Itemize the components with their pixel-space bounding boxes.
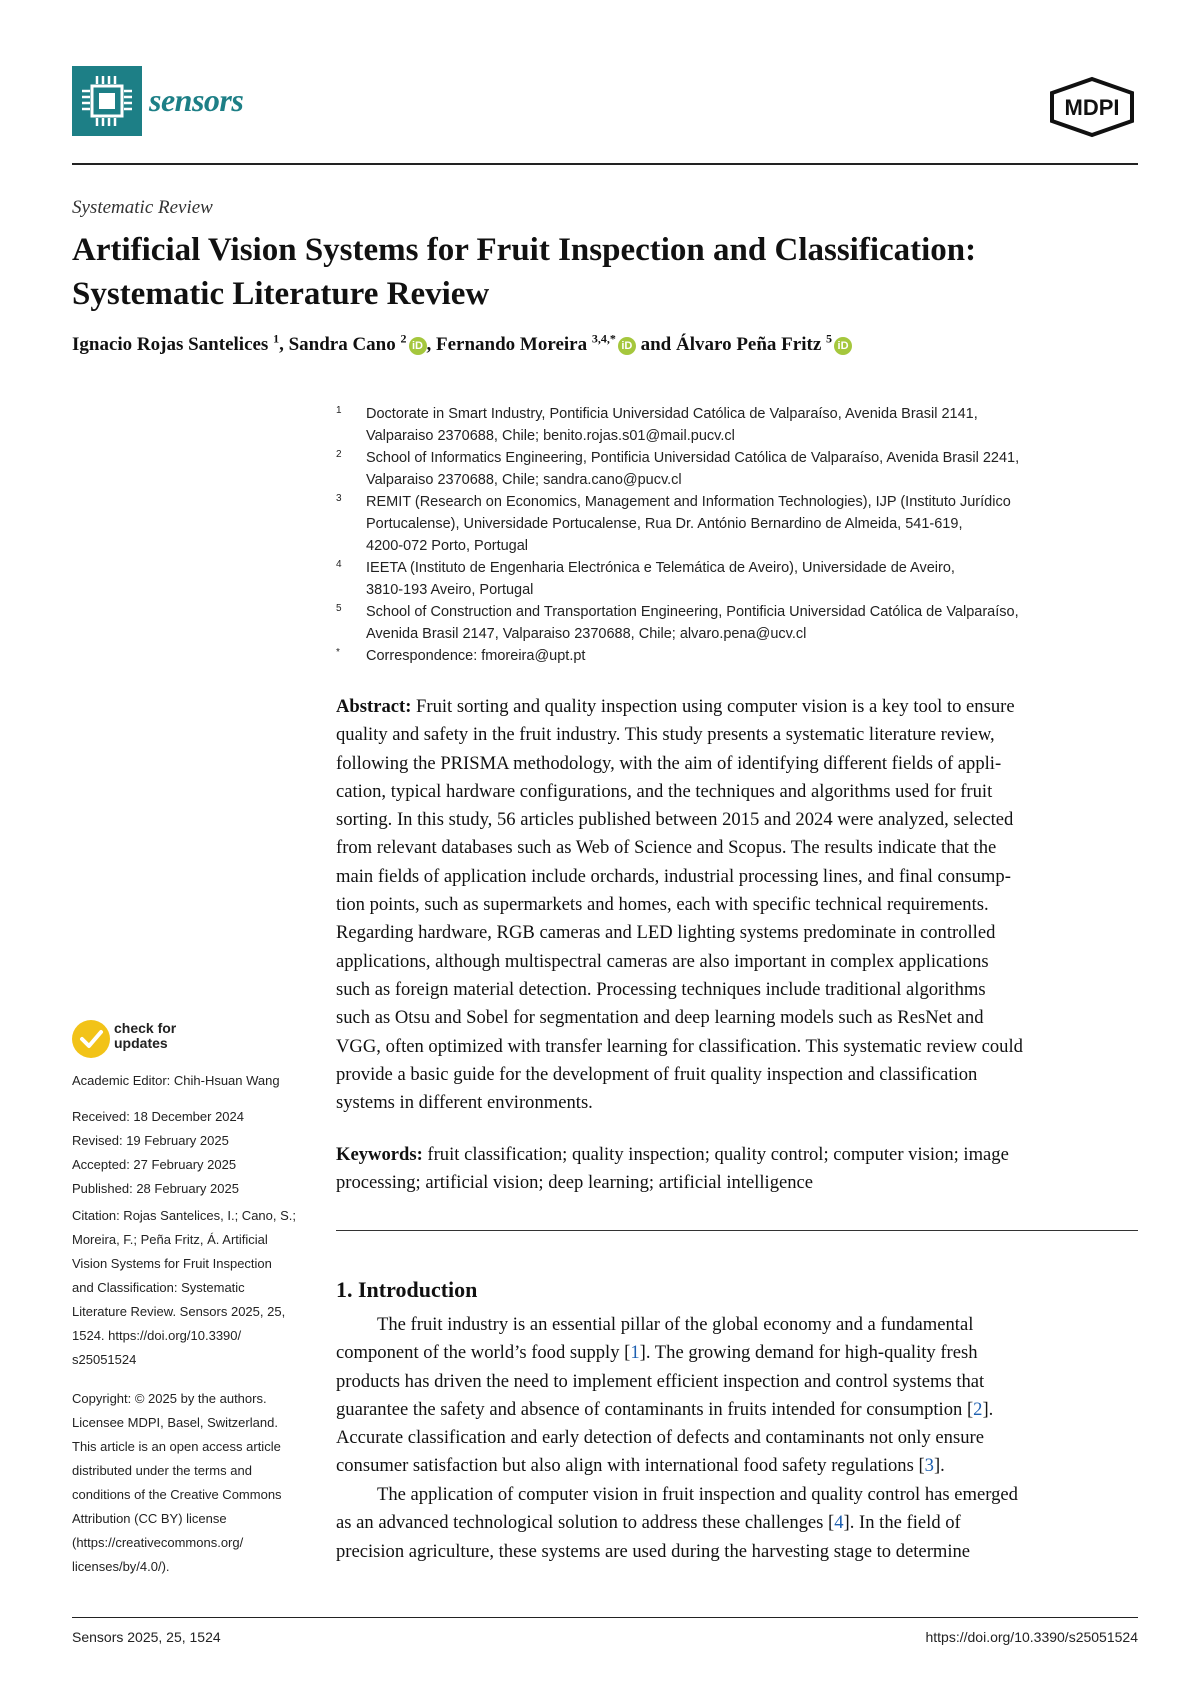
copyright-line: conditions of the Creative Commons [72,1487,282,1502]
license-link[interactable]: (https://creativecommons.org/ [72,1535,244,1550]
text: ]. The growing demand for high-quality fresh [639,1342,978,1364]
footer-doi-link[interactable]: https://doi.org/10.3390/s25051524 [925,1629,1138,1645]
check-for-updates-button[interactable] [72,1020,192,1060]
affiliation-line: REMIT (Research on Economics, Management and Information Technologies), IJP (Instituto Jurídico [366,494,1011,510]
paragraph-line [336,1452,1146,1480]
date-revised: Revised: 19 February 2025 [72,1133,229,1148]
paragraph-line: The application of computer vision in fruit inspection and quality control has emerged [377,1484,1018,1505]
paragraph-line [336,1339,1146,1367]
affiliation-item [336,557,1146,601]
orcid-icon[interactable]: iD [618,337,636,355]
academic-editor: Academic Editor: Chih-Hsuan Wang [72,1073,280,1088]
paragraph-line: Accurate classification and early detection of defects and contaminants not only ensure [336,1427,984,1449]
affiliation-item [336,403,1146,447]
copyright-line: distributed under the terms and [72,1463,252,1478]
paragraph-line: The fruit industry is an essential pillar of the global economy and a fundamental [377,1314,974,1335]
author-name[interactable]: Sandra Cano [288,334,396,355]
affiliation-number: 5 [336,603,342,614]
keywords-label: Keywords: [336,1144,423,1165]
abstract-line: such as Otsu and Sobel for segmentation and deep learning models such as ResNet and [336,1007,984,1029]
paragraph-line [336,1509,1146,1537]
affiliation-number: * [336,647,340,658]
affiliation-number: 3 [336,493,342,504]
section-divider [336,1230,1138,1231]
copyright-line: Attribution (CC BY) license [72,1511,227,1526]
keywords-line [336,1141,1146,1169]
citation-block [72,1204,296,1372]
top-divider [72,163,1138,165]
copyright-line: Licensee MDPI, Basel, Switzerland. [72,1415,278,1430]
orcid-icon[interactable]: iD [409,337,427,355]
affiliation-item [336,645,1146,667]
abstract-line: sorting. In this study, 56 articles published between 2015 and 2024 were analyzed, selected [336,809,1014,831]
abstract-line: quality and safety in the fruit industry. This study presents a systematic literature review, [336,724,995,746]
affiliation-line: IEETA (Instituto de Engenharia Electrónica e Telemática de Aveiro), Universidade de Aveiro, [366,560,955,576]
correspondence-line: Correspondence: fmoreira@upt.pt [366,648,586,664]
keywords [336,1141,1146,1198]
author-affiliation-mark: 3,4,* [591,331,616,346]
affiliation-line: School of Informatics Engineering, Pontificia Universidad Católica de Valparaíso, Avenida Brasil 2241, [366,450,1020,466]
check-label-line: check for [114,1020,177,1036]
citation-line: and Classification: Systematic [72,1280,245,1295]
license-link[interactable]: licenses/by/4.0/). [72,1559,170,1574]
abstract-line [336,693,1146,721]
affiliation-line: 4200-072 Porto, Portugal [366,538,529,554]
abstract-line: cation, typical hardware configurations, and the techniques and algorithms used for fruit [336,780,993,802]
author-separator: and [635,334,676,355]
date-accepted: Accepted: 27 February 2025 [72,1157,237,1172]
affiliation-number: 1 [336,405,342,416]
abstract-line: main fields of application include orchards, industrial processing lines, and final consump- [336,865,1011,887]
text: consumer satisfaction but also align with international food safety regulations [ [336,1455,925,1477]
paragraph-line [336,1396,1146,1424]
text: ]. [982,1398,994,1420]
affiliation-line: Portucalense), Universidade Portucalense, Rua Dr. António Bernardino de Almeida, 541-619, [366,516,963,532]
footer-divider [72,1617,1138,1618]
title-line: Artificial Vision Systems for Fruit Inspection and Classification: [72,232,977,268]
affiliation-line: School of Construction and Transportation Engineering, Pontificia Universidad Católica de Valparaíso, [366,604,1019,620]
abstract-label: Abstract: [336,696,412,717]
abstract-line: systems in different environments. [336,1092,593,1114]
affiliation-line: Doctorate in Smart Industry, Pontificia Universidad Católica de Valparaíso, Avenida Brasil 2141, [366,406,978,422]
citation-line: Moreira, F.; Peña Fritz, Á. Artificial [72,1232,268,1247]
text: ]. [933,1455,945,1477]
copyright-line: Copyright: © 2025 by the authors. [72,1391,267,1406]
author-affiliation-mark: 1 [273,331,280,346]
author-name[interactable]: Fernando Moreira [436,334,588,355]
citation-line: Literature Review. Sensors 2025, 25, [72,1304,286,1319]
affiliation-number: 4 [336,559,342,570]
citation-link[interactable]: 1 [630,1342,640,1364]
journal-name: sensors [149,82,244,118]
text: ]. In the field of [843,1512,961,1534]
citation-doi-link[interactable]: 1524. https://doi.org/10.3390/ [72,1328,242,1343]
keywords-line: processing; artificial vision; deep learning; artificial intelligence [336,1172,814,1194]
journal-logo-icon [72,66,142,136]
abstract [336,693,1146,1117]
affiliations [336,403,1146,667]
citation-link[interactable]: 2 [973,1398,983,1420]
citation-link[interactable]: 3 [924,1455,934,1477]
author-separator: , [279,334,289,355]
citation-line: Vision Systems for Fruit Inspection [72,1256,272,1271]
affiliation-line: Valparaiso 2370688, Chile; benito.rojas.s01@mail.pucv.cl [366,428,735,444]
affiliation-item [336,491,1146,557]
abstract-line: provide a basic guide for the development of fruit quality inspection and classification [336,1063,978,1085]
affiliation-line: 3810-193 Aveiro, Portugal [366,582,534,598]
abstract-line: VGG, often optimized with transfer learning for classification. This systematic review could [336,1035,1023,1057]
publisher-logo [1046,76,1138,138]
author-affiliation-mark: 2 [400,331,407,346]
abstract-line: applications, although multispectral cameras are also important in complex applications [336,950,989,972]
citation-line: Citation: Rojas Santelices, I.; Cano, S.; [72,1208,296,1223]
author-list [72,331,852,356]
affiliation-item [336,447,1146,491]
publisher-name: MDPI [1064,95,1120,120]
article-type: Systematic Review [72,197,213,218]
abstract-line: from relevant databases such as Web of Science and Scopus. The results indicate that the [336,837,997,859]
abstract-line: Regarding hardware, RGB cameras and LED lighting systems predominate in controlled [336,922,996,944]
keywords-text: fruit classification; quality inspection; quality control; computer vision; image [422,1144,1009,1165]
text: component of the world’s food supply [ [336,1342,631,1364]
abstract-text: Fruit sorting and quality inspection using computer vision is a key tool to ensure [411,696,1015,717]
abstract-line: following the PRISMA methodology, with the aim of identifying different fields of appli- [336,752,1002,774]
publication-dates [72,1105,244,1201]
article-title [72,228,1152,316]
paragraph-line: precision agriculture, these systems are used during the harvesting stage to determine [336,1540,971,1562]
checkmark-icon [72,1020,110,1058]
paragraph-line: products has driven the need to implement efficient inspection and control systems that [336,1370,985,1392]
abstract-line: tion points, such as supermarkets and homes, each with specific technical requirements. [336,894,989,916]
copyright-block [72,1387,282,1579]
author-affiliation-mark: 5 [826,331,833,346]
date-published: Published: 28 February 2025 [72,1181,239,1196]
affiliation-line: Valparaiso 2370688, Chile; sandra.cano@pucv.cl [366,472,682,488]
author-name[interactable]: Ignacio Rojas Santelices [72,334,269,355]
check-for-updates-label [114,1021,176,1051]
text: guarantee the safety and absence of contaminants in fruits intended for consumption [ [336,1398,974,1420]
citation-doi-link[interactable]: s25051524 [72,1352,137,1367]
footer-journal-ref: Sensors 2025, 25, 1524 [72,1629,221,1645]
citation-link[interactable]: 4 [834,1512,844,1534]
check-label-line: updates [114,1035,168,1051]
author-separator: , [426,334,436,355]
abstract-line: such as foreign material detection. Processing techniques include traditional algorithms [336,978,986,1000]
affiliation-line: Avenida Brasil 2147, Valparaiso 2370688, Chile; alvaro.pena@ucv.cl [366,626,807,642]
affiliation-item [336,601,1146,645]
title-line: Systematic Literature Review [72,276,490,312]
intro-paragraph [336,1481,1146,1566]
intro-paragraph [336,1311,1146,1481]
orcid-icon[interactable]: iD [834,337,852,355]
section-heading: 1. Introduction [336,1277,478,1302]
author-name[interactable]: Álvaro Peña Fritz [675,334,822,355]
affiliation-number: 2 [336,449,342,460]
text: as an advanced technological solution to address these challenges [ [336,1512,835,1534]
copyright-line: This article is an open access article [72,1439,281,1454]
date-received: Received: 18 December 2024 [72,1109,244,1124]
